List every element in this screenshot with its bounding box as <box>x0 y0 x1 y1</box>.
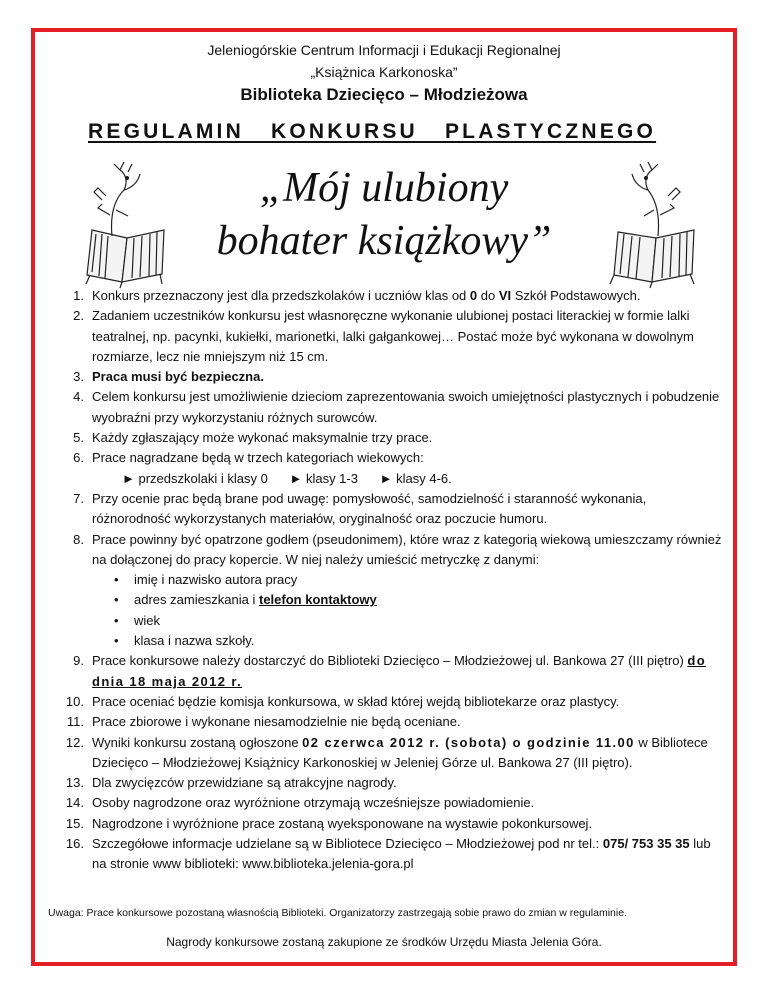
header-branch: Biblioteka Dziecięco – Młodzieżowa <box>240 85 528 104</box>
note: Uwaga: Prace konkursowe pozostaną własnością Biblioteki. Organizatorzy zastrzegają sobie prawo do zmian w regulaminie. <box>48 907 627 919</box>
rule-item: 12. Wyniki konkursu zostaną ogłoszone 02 czerwca 2012 r. (sobota) o godzinie 11.00 w Bibliotece Dziecięco – Młodzieżowej Książnicy Karkonoskiej w Jeleniej Górze ul. Bankowa 27 (III piętro). <box>65 734 708 770</box>
contest-title-line2: bohater książkowy” <box>216 218 552 264</box>
rule-item: 1. Konkurs przeznaczony jest dla przedszkolaków i uczniów klas od 0 do VI Szkół Podstawowych. <box>73 288 641 303</box>
bullet-icon: • <box>114 612 119 628</box>
results-date: 02 czerwca 2012 r. (sobota) o godzinie 11.00 <box>302 734 635 750</box>
rule-item: 2. Zadaniem uczestników konkursu jest własnoręczne wykonanie ulubionej postaci literackiej w formie lalki teatralnej, np. pacynki, kukiełki, marionetki, lalki gałgankowej… Postać może być wykonana w dowolnym rozmiarze, lecz nie mniejszym niż 15 cm. <box>73 308 694 364</box>
rule-item: 16. Szczegółowe informacje udzielane są w Bibliotece Dziecięco – Młodzieżowej pod nr tel.: 075/ 753 35 35 lub na stronie www biblioteki: www.biblioteka.jelenia-gora.pl <box>65 836 711 872</box>
rules-list <box>48 286 728 875</box>
rule-item: 6. Prace nagradzane będą w trzech kategoriach wiekowych: ► przedszkolaki i klasy 0 ► klasy 1-3 ► klasy 4-6. <box>48 448 728 489</box>
list-item: • imię i nazwisko autora pracy <box>114 570 728 590</box>
phone-number: 075/ 753 35 35 <box>602 836 690 852</box>
rule-item: 10. Prace oceniać będzie komisja konkursowa, w skład której wejdą bibliotekarze oraz plastycy. <box>65 693 620 709</box>
contest-title-line1: „Mój ulubiony <box>259 165 509 211</box>
bullet-icon: • <box>114 572 119 588</box>
footer-funding: Nagrody konkursowe zostaną zakupione ze środków Urzędu Miasta Jelenia Góra. <box>166 935 602 949</box>
rule-item: 5. Każdy zgłaszający może wykonać maksymalnie trzy prace. <box>73 430 433 446</box>
header-institution: Jeleniogórskie Centrum Informacji i Edukacji Regionalnej <box>207 42 561 58</box>
rule-item: 13. Dla zwycięzców przewidziane są atrakcyjne nagrody. <box>65 775 397 791</box>
bullet-icon: • <box>114 592 119 608</box>
list-item: • wiek <box>114 611 728 631</box>
rule-item: 4. Celem konkursu jest umożliwienie dzieciom zaprezentowania swoich umiejętności plastycznych i pobudzenie wyobraźni przy wykorzystaniu różnych surowców. <box>73 389 720 425</box>
header-library-name: „Książnica Karkonoska” <box>310 64 458 80</box>
bullet-icon: • <box>114 633 119 649</box>
arrow-right-icon: ► <box>289 470 303 486</box>
rule-item: 3. Praca musi być bezpieczna. <box>73 369 264 385</box>
rule-item: 8. Prace powinny być opatrzone godłem (pseudonimem), które wraz z kategorią wiekową umieszczamy również na dołączonej do pracy kopercie. W niej należy umieścić metryczkę z danymi: • imię i nazwisko autora pracy • adres zamieszkania i telefon kontaktowy • wiek • klasa i nazwa szkoły. <box>48 530 728 652</box>
age-categories: ► przedszkolaki i klasy 0 ► klasy 1-3 ► klasy 4-6. <box>122 470 452 486</box>
metryczka-list <box>92 570 728 651</box>
rule-item: 15. Nagrodzone i wyróżnione prace zostaną wyeksponowane na wystawie pokonkursowej. <box>65 815 593 831</box>
rule-item: 7. Przy ocenie prac będą brane pod uwagę: pomysłowość, samodzielność i staranność wykonania, różnorodność wykorzystanych materiałów, oryginalność oraz poczucie humoru. <box>73 490 647 527</box>
arrow-right-icon: ► <box>122 470 135 486</box>
arrow-right-icon: ► <box>379 470 393 486</box>
regulamin-heading: REGULAMIN KONKURSU PLASTYCZNEGO <box>88 120 657 143</box>
rule-item: 14. Osoby nagrodzone oraz wyróżnione otrzymają wcześniejsze powiadomienie. <box>65 795 535 811</box>
rule-item: 9. Prace konkursowe należy dostarczyć do Biblioteki Dziecięco – Młodzieżowej ul. Bankowa 27 (III piętro) do dnia 18 maja 2012 r. <box>73 653 707 689</box>
list-item: • klasa i nazwa szkoły. <box>114 631 728 651</box>
list-item: • adres zamieszkania i telefon kontaktowy <box>114 590 728 610</box>
deadline: do dnia 18 maja 2012 r. <box>92 653 707 689</box>
rule-item: 11. Prace zbiorowe i wykonane niesamodzielnie nie będą oceniane. <box>66 714 461 730</box>
